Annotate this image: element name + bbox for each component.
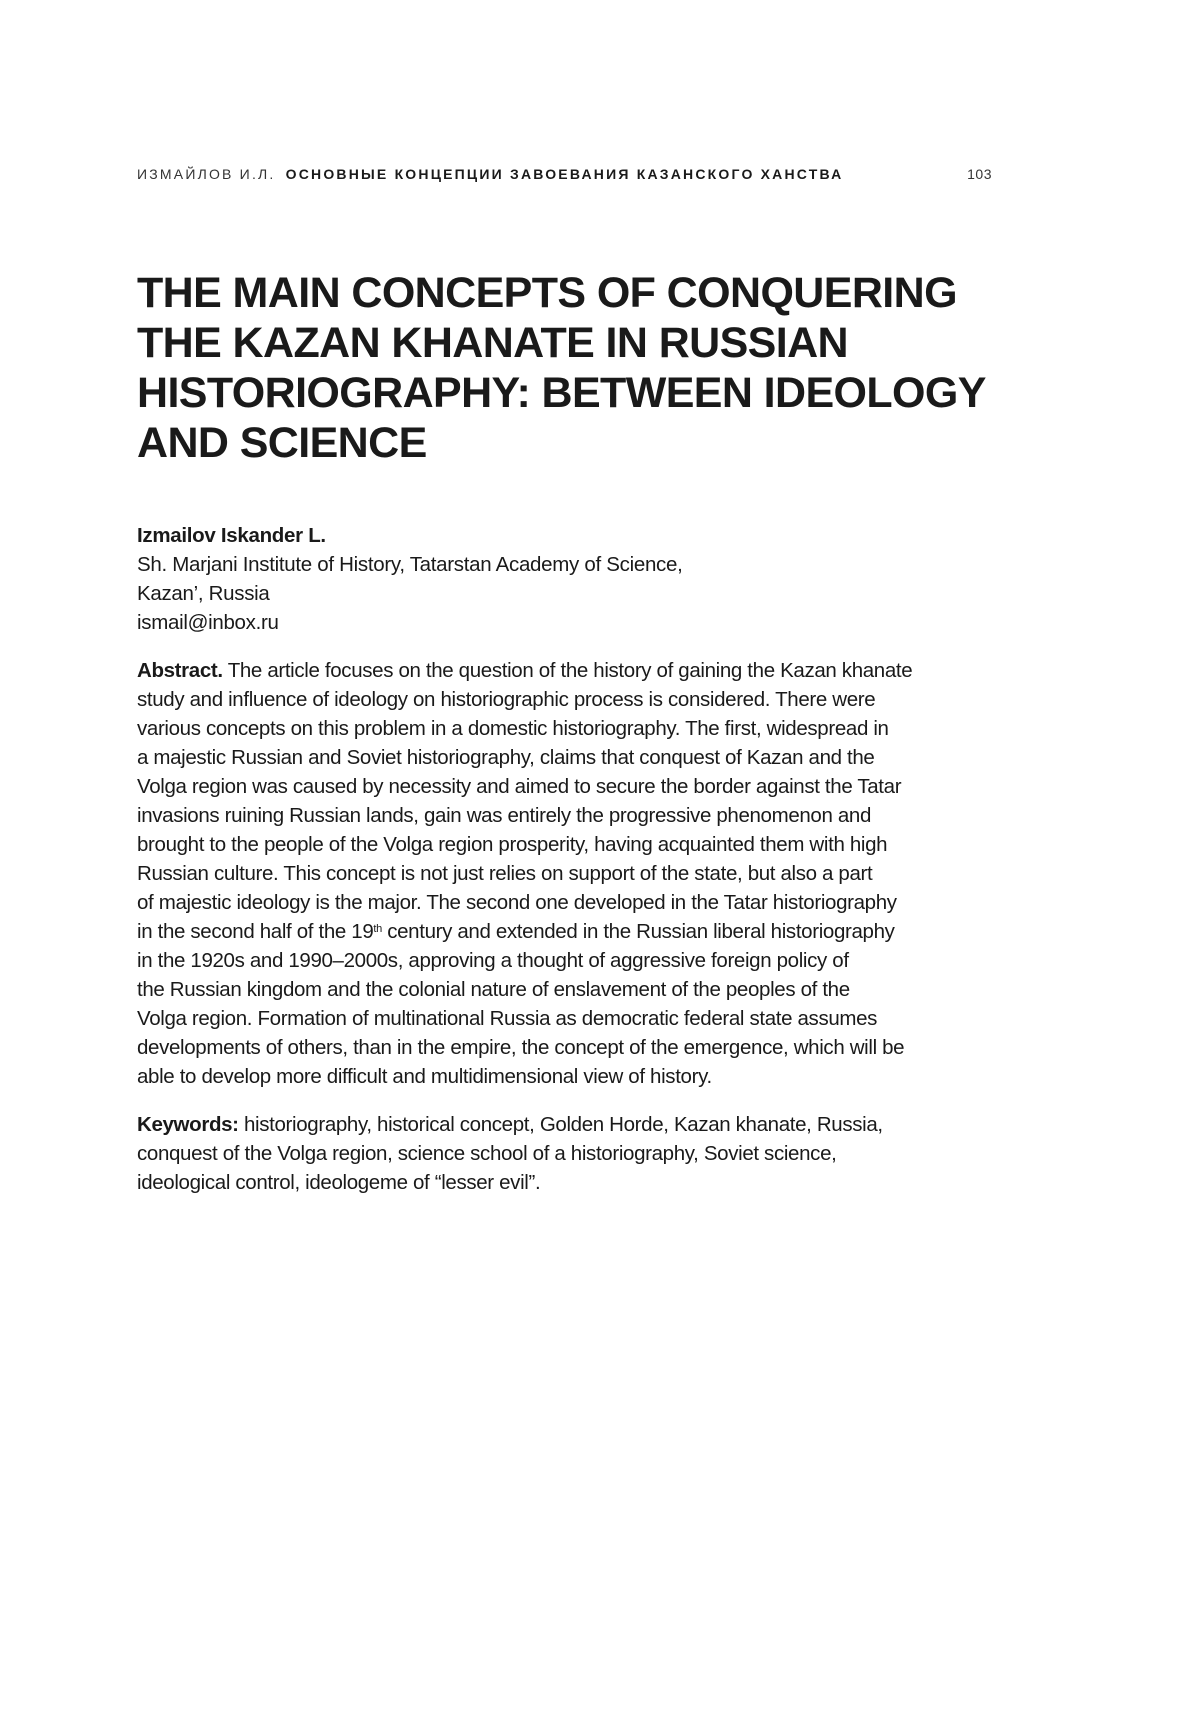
keywords-line [137, 1110, 1007, 1139]
keywords [137, 1110, 1007, 1197]
abstract-text: The article focuses on the question of the history of gaining the Kazan khanate [223, 659, 913, 682]
abstract-line: the Russian kingdom and the colonial nature of enslavement of the peoples of the [137, 975, 1007, 1004]
affiliation-line: Sh. Marjani Institute of History, Tatarstan Academy of Science, [137, 550, 1017, 579]
title-line: AND SCIENCE [137, 418, 1017, 468]
running-head-short-title: ОСНОВНЫЕ КОНЦЕПЦИИ ЗАВОЕВАНИЯ КАЗАНСКОГО ХАНСТВА [286, 166, 844, 182]
article-title [137, 268, 1017, 468]
keywords-line: ideological control, ideologeme of “lesser evil”. [137, 1168, 1007, 1197]
abstract-line: various concepts on this problem in a domestic historiography. The first, widespread in [137, 714, 1007, 743]
abstract-line: Russian culture. This concept is not just relies on support of the state, but also a part [137, 859, 1007, 888]
abstract-line: brought to the people of the Volga region prosperity, having acquainted them with high [137, 830, 1007, 859]
abstract-text: century and extended in the Russian liberal historiography [382, 920, 895, 943]
title-line: THE KAZAN KHANATE IN RUSSIAN [137, 318, 1017, 368]
abstract-line: in the 1920s and 1990–2000s, approving a thought of aggressive foreign policy of [137, 946, 1007, 975]
running-head [137, 166, 992, 188]
abstract-line: of majestic ideology is the major. The second one developed in the Tatar historiography [137, 888, 1007, 917]
abstract-label: Abstract. [137, 659, 223, 682]
abstract-line [137, 656, 1007, 685]
author-email: ismail@inbox.ru [137, 608, 1017, 637]
abstract-line: able to develop more difficult and multidimensional view of history. [137, 1062, 1007, 1091]
keywords-label: Keywords: [137, 1113, 239, 1136]
abstract-line: a majestic Russian and Soviet historiography, claims that conquest of Kazan and the [137, 743, 1007, 772]
abstract-line: developments of others, than in the empire, the concept of the emergence, which will be [137, 1033, 1007, 1062]
abstract-line: Volga region was caused by necessity and aimed to secure the border against the Tatar [137, 772, 1007, 801]
title-line: THE MAIN CONCEPTS OF CONQUERING [137, 268, 1017, 318]
abstract-line: study and influence of ideology on historiographic process is considered. There were [137, 685, 1007, 714]
abstract-line: invasions ruining Russian lands, gain was entirely the progressive phenomenon and [137, 801, 1007, 830]
keywords-line: conquest of the Volga region, science school of a historiography, Soviet science, [137, 1139, 1007, 1168]
author-name: Izmailov Iskander L. [137, 521, 1017, 550]
affiliation-line: Kazan’, Russia [137, 579, 1017, 608]
ordinal-superscript: th [373, 923, 381, 935]
running-head-author: ИЗМАЙЛОВ И.Л. [137, 166, 276, 182]
abstract-line: Volga region. Formation of multinational Russia as democratic federal state assumes [137, 1004, 1007, 1033]
title-line: HISTORIOGRAPHY: BETWEEN IDEOLOGY [137, 368, 1017, 418]
keywords-text: historiography, historical concept, Golden Horde, Kazan khanate, Russia, [239, 1113, 883, 1136]
page-number: 103 [967, 166, 992, 182]
abstract-line [137, 917, 1007, 946]
abstract [137, 656, 1007, 1091]
author-block [137, 521, 1017, 637]
abstract-text: in the second half of the 19 [137, 920, 373, 943]
